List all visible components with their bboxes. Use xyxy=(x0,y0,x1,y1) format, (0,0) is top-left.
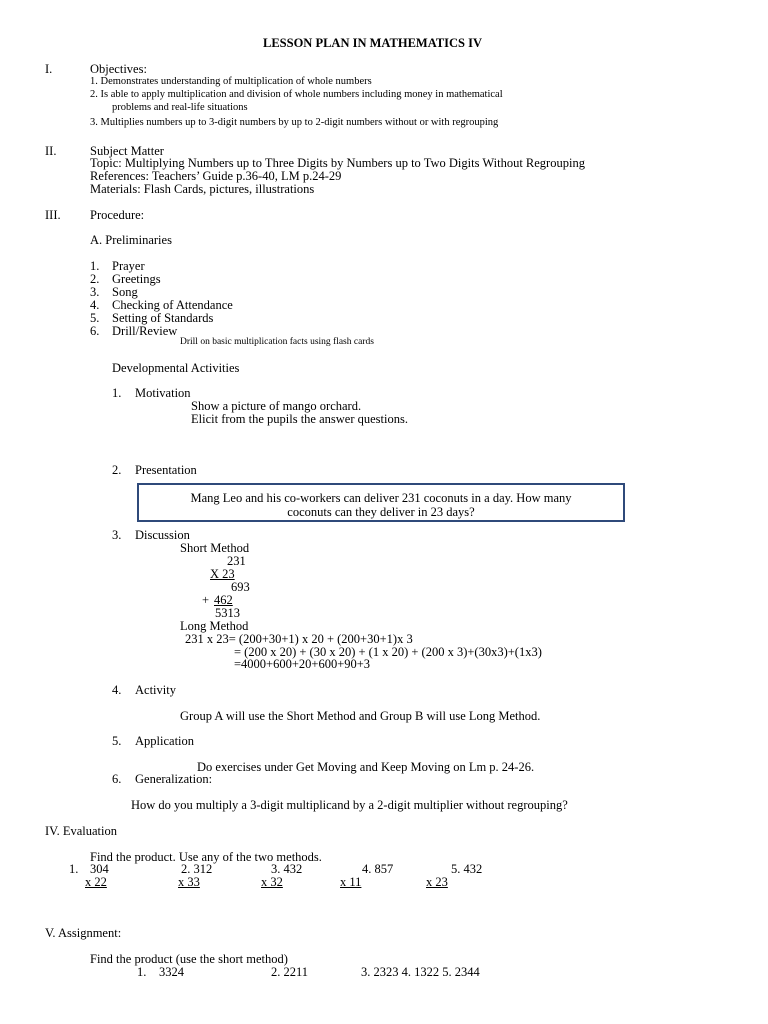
generalization-num: 6. xyxy=(112,772,122,786)
eval-problem-5-top: 5. 432 xyxy=(451,862,483,876)
preliminaries-heading: A. Preliminaries xyxy=(90,233,172,247)
prelim-item-song: Song xyxy=(112,285,138,299)
short-method-multiplicand: 231 xyxy=(227,554,246,568)
short-method-result: 5313 xyxy=(215,606,240,620)
discussion-label: Discussion xyxy=(135,528,190,542)
long-method-label: Long Method xyxy=(180,619,249,633)
eval-problem-1-top: 304 xyxy=(90,862,109,876)
eval-problem-3-top: 3. 432 xyxy=(271,862,303,876)
activity-text: Group A will use the Short Method and Group B will use Long Method. xyxy=(180,709,541,723)
objective-item-1: 1. Demonstrates understanding of multiplication of whole numbers xyxy=(90,76,372,87)
evaluation-instruction: Find the product. Use any of the two methods. xyxy=(90,850,322,864)
prelim-item-attendance: Checking of Attendance xyxy=(112,298,233,312)
motivation-num: 1. xyxy=(112,386,122,400)
eval-problem-4-top: 4. 857 xyxy=(362,862,394,876)
application-num: 5. xyxy=(112,734,122,748)
drill-note: Drill on basic multiplication facts using flash cards xyxy=(180,337,374,347)
motivation-line-1: Show a picture of mango orchard. xyxy=(191,399,362,413)
discussion-num: 3. xyxy=(112,528,122,542)
section-number-procedure: III. xyxy=(45,208,61,222)
generalization-label: Generalization: xyxy=(135,772,213,786)
short-method-partial-1: 693 xyxy=(231,580,250,594)
short-method-partial-2: 462 xyxy=(214,593,233,607)
presentation-num: 2. xyxy=(112,463,122,477)
assignment-num: 1. xyxy=(137,965,147,979)
subject-matter-heading: Subject Matter xyxy=(90,144,164,158)
objective-item-2-cont: problems and real-life situations xyxy=(112,102,248,113)
eval-problem-2-bottom: x 33 xyxy=(178,875,200,889)
objectives-heading: Objectives: xyxy=(90,62,147,76)
section-number-objectives: I. xyxy=(45,62,53,76)
prelim-num-4: 4. xyxy=(90,298,100,312)
objective-item-2: 2. Is able to apply multiplication and division of whole numbers including money in mathematical xyxy=(90,89,503,100)
application-label: Application xyxy=(135,734,195,748)
objective-item-3: 3. Multiplies numbers up to 3-digit numbers by up to 2-digit numbers without or with regrouping xyxy=(90,117,499,128)
evaluation-heading: IV. Evaluation xyxy=(45,824,117,838)
prelim-num-6: 6. xyxy=(90,324,100,338)
page-title: LESSON PLAN IN MATHEMATICS IV xyxy=(263,36,483,50)
eval-problem-1-bottom: x 22 xyxy=(85,875,107,889)
assignment-item-2: 2. 2211 xyxy=(271,965,309,979)
long-method-line-3: =4000+600+20+600+90+3 xyxy=(234,657,371,671)
eval-problem-2-top: 2. 312 xyxy=(181,862,213,876)
motivation-line-2: Elicit from the pupils the answer questions. xyxy=(191,412,408,426)
short-method-multiplier: X 23 xyxy=(210,567,235,581)
eval-problem-5-bottom: x 23 xyxy=(426,875,448,889)
prelim-num-5: 5. xyxy=(90,311,100,325)
prelim-item-prayer: Prayer xyxy=(112,259,145,273)
presentation-label: Presentation xyxy=(135,463,197,477)
eval-problem-3-bottom: x 32 xyxy=(261,875,283,889)
problem-line-2: coconuts can they deliver in 23 days? xyxy=(287,505,475,519)
prelim-item-drill: Drill/Review xyxy=(112,324,178,338)
assignment-heading: V. Assignment: xyxy=(45,926,122,940)
long-method-line-1: 231 x 23= (200+30+1) x 20 + (200+30+1)x 3 xyxy=(185,632,413,646)
application-text: Do exercises under Get Moving and Keep Moving on Lm p. 24-26. xyxy=(197,760,535,774)
problem-line-1: Mang Leo and his co-workers can deliver 231 coconuts in a day. How many xyxy=(190,491,572,505)
assignment-item-1: 3324 xyxy=(159,965,184,979)
activity-num: 4. xyxy=(112,683,122,697)
assignment-items-3-5: 3. 2323 4. 1322 5. 2344 xyxy=(361,965,480,979)
evaluation-num: 1. xyxy=(69,862,79,876)
problem-box xyxy=(137,483,625,522)
assignment-instruction: Find the product (use the short method) xyxy=(90,952,288,966)
prelim-num-2: 2. xyxy=(90,272,100,286)
generalization-text: How do you multiply a 3-digit multiplicand by a 2-digit multiplier without regrouping? xyxy=(131,798,568,812)
prelim-num-3: 3. xyxy=(90,285,100,299)
subject-topic: Topic: Multiplying Numbers up to Three Digits by Numbers up to Two Digits Without Regrouping xyxy=(90,156,585,170)
prelim-item-standards: Setting of Standards xyxy=(112,311,214,325)
activity-label: Activity xyxy=(135,683,176,697)
short-method-label: Short Method xyxy=(180,541,250,555)
section-number-subject: II. xyxy=(45,144,57,158)
prelim-item-greetings: Greetings xyxy=(112,272,161,286)
subject-materials: Materials: Flash Cards, pictures, illustrations xyxy=(90,182,315,196)
developmental-heading: Developmental Activities xyxy=(112,361,240,375)
subject-references: References: Teachers’ Guide p.36-40, LM p.24-29 xyxy=(90,169,342,183)
eval-problem-4-bottom: x 11 xyxy=(340,875,362,889)
procedure-heading: Procedure: xyxy=(90,208,145,222)
short-method-plus: + xyxy=(202,593,210,607)
long-method-line-2: = (200 x 20) + (30 x 20) + (1 x 20) + (200 x 3)+(30x3)+(1x3) xyxy=(234,645,542,659)
motivation-label: Motivation xyxy=(135,386,191,400)
prelim-num-1: 1. xyxy=(90,259,100,273)
